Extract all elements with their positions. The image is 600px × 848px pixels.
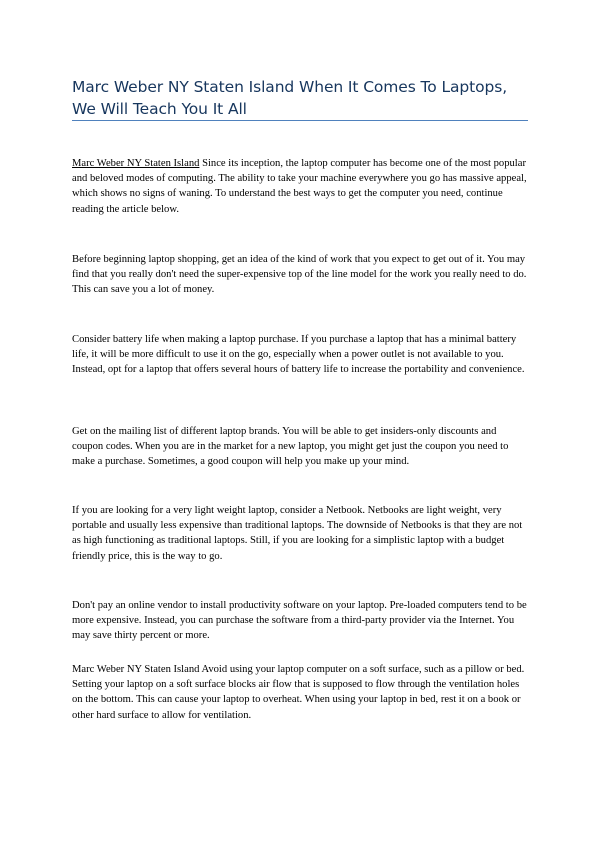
paragraph-soft-surface: Marc Weber NY Staten Island Avoid using your laptop computer on a soft surface, such as a pillow or bed. Setting your laptop on a soft surface blocks air flow that is supposed to flow through the ventilation holes on the bottom. This can cause your laptop to overheat. When using your laptop in bed, rest it on a book or other hard surface to allow for ventilation. bbox=[72, 664, 525, 721]
document-title: Marc Weber NY Staten Island When It Comes To Laptops, We Will Teach You It All bbox=[72, 78, 508, 118]
title-underline bbox=[72, 120, 528, 121]
paragraph-intro bbox=[72, 156, 530, 217]
paragraph-netbook: If you are looking for a very light weight laptop, consider a Netbook. Netbooks are light weight, very portable and usually less expensive than traditional laptops. The downside of Netbooks is that they are not as high functioning as traditional laptops. Still, if you are looking for a simplistic laptop with a budget friendly price, this is the way to go. bbox=[72, 505, 523, 562]
intro-link[interactable]: Marc Weber NY Staten Island bbox=[72, 158, 200, 169]
paragraph-mailing-list: Get on the mailing list of different laptop brands. You will be able to get insiders-only discounts and coupon codes. When you are in the market for a new laptop, you might get just the coupon you need to make a purchase. Sometimes, a good coupon will help you make up your mind. bbox=[72, 426, 509, 468]
paragraph-software: Don't pay an online vendor to install productivity software on your laptop. Pre-loaded computers tend to be more expensive. Instead, you can purchase the software from a third-party provider via the Internet. You may save thirty percent or more. bbox=[72, 600, 527, 642]
intro-text: Since its inception, the laptop computer has become one of the most popular and beloved modes of computing. The ability to take your machine everywhere you go has massive appeal, which shows no signs of waning. To understand the best ways to get the computer you need, continue reading the article below. bbox=[72, 158, 527, 215]
paragraph-battery-life: Consider battery life when making a laptop purchase. If you purchase a laptop that has a minimal battery life, it will be more difficult to use it on the go, especially when a power outlet is not available to you. Instead, opt for a laptop that offers several hours of battery life to increase the portability and convenience. bbox=[72, 334, 525, 376]
paragraph-work-expectations: Before beginning laptop shopping, get an idea of the kind of work that you expect to get out of it. You may find that you really don't need the super-expensive top of the line model for the work you really need to do. This can save you a lot of money. bbox=[72, 254, 527, 296]
